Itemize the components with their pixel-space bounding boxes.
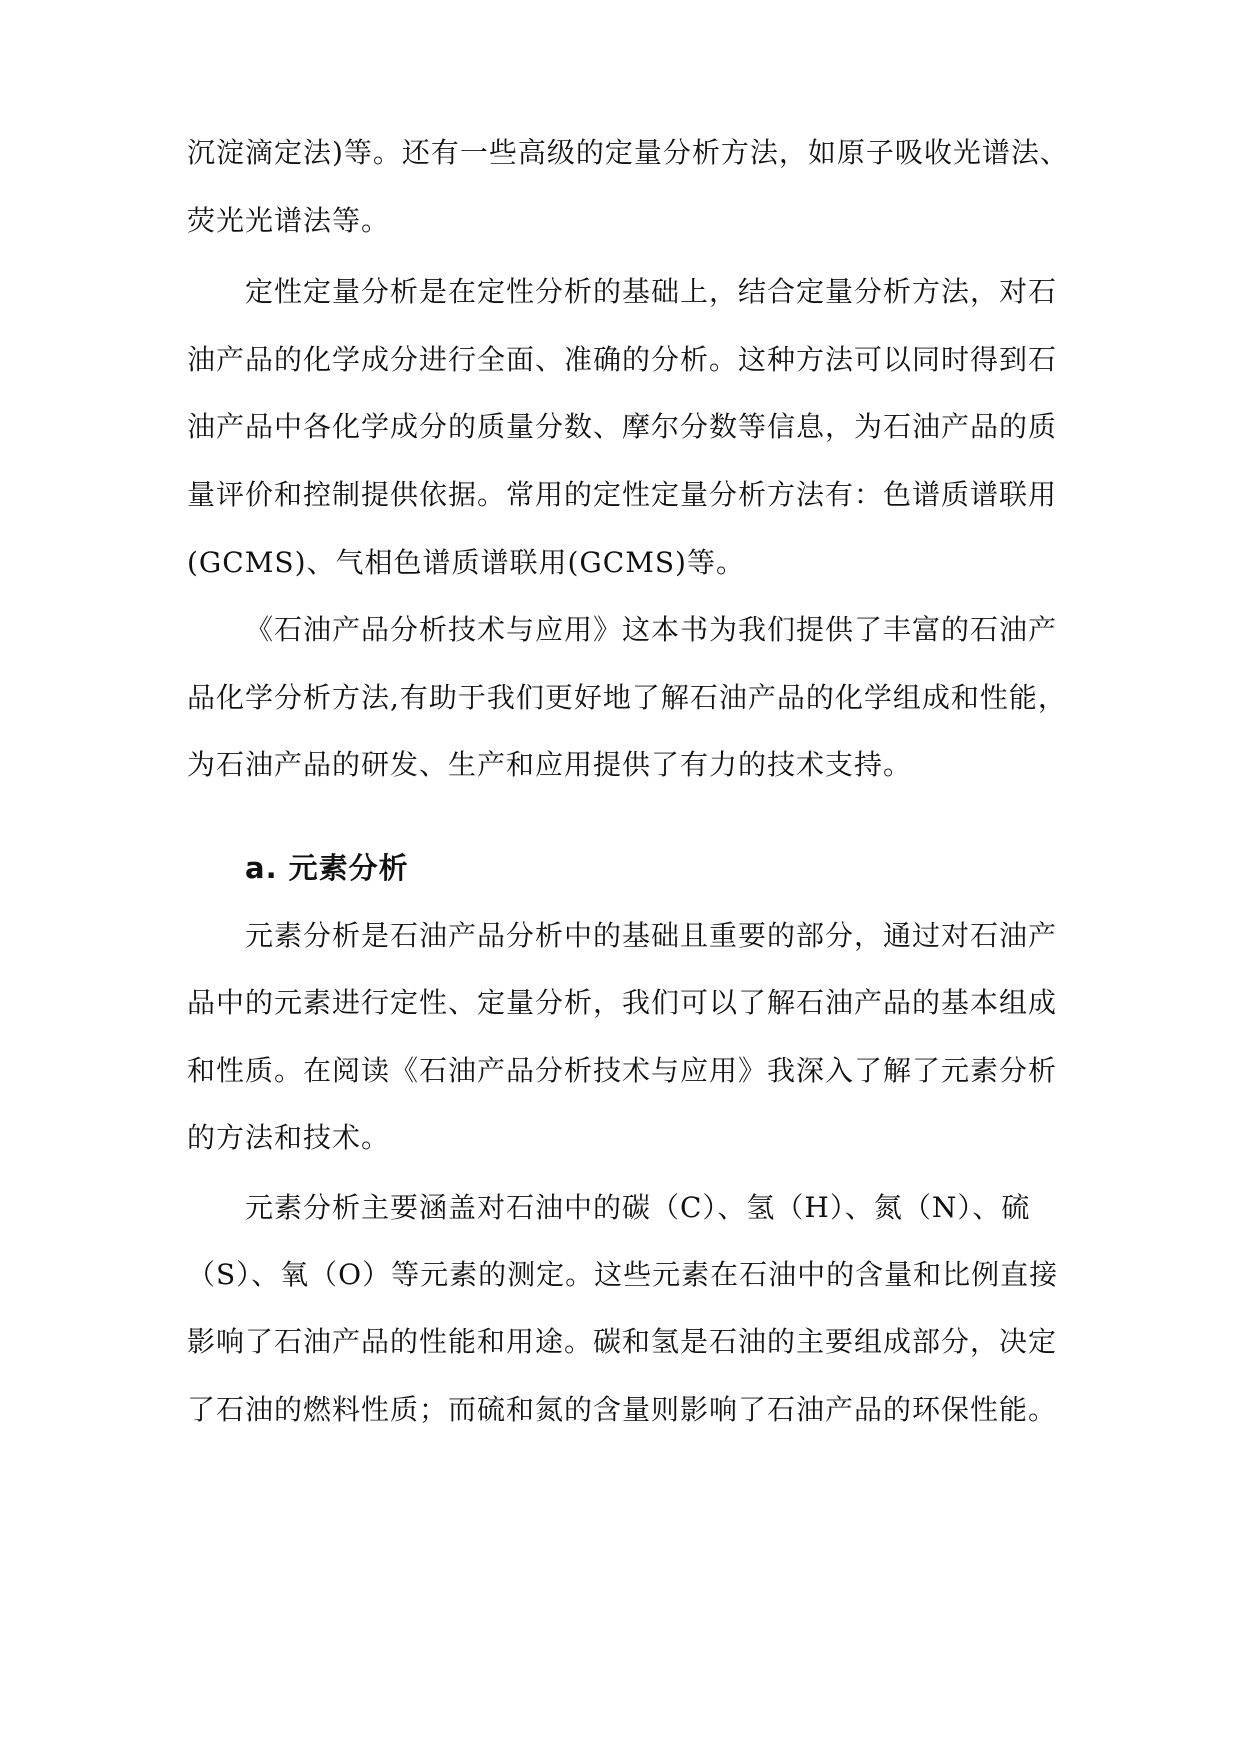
paragraph-line: (GCMS)、气相色谱质谱联用(GCMS)等。 (187, 546, 745, 579)
paragraph-line: 荧光光谱法等。 (187, 204, 391, 237)
paragraph-line: 油产品的化学成分进行全面、准确的分析。这种方法可以同时得到石 (187, 343, 1058, 376)
paragraph-line: （S）、氧（O）等元素的测定。这些元素在石油中的含量和比例直接 (187, 1258, 1059, 1291)
paragraph-line: 了石油的燃料性质；而硫和氮的含量则影响了石油产品的环保性能。 (187, 1393, 1058, 1426)
paragraph-line: 影响了石油产品的性能和用途。碳和氢是石油的主要组成部分，决定 (187, 1325, 1058, 1358)
paragraph-line: 定性定量分析是在定性分析的基础上，结合定量分析方法，对石 (245, 275, 1058, 308)
paragraph-line: 和性质。在阅读《石油产品分析技术与应用》我深入了解了元素分析 (187, 1054, 1058, 1087)
paragraph-line: 沉淀滴定法)等。还有一些高级的定量分析方法，如原子吸收光谱法、 (187, 136, 1069, 169)
section-heading: a. 元素分析 (245, 851, 409, 885)
paragraph-line: 《石油产品分析技术与应用》这本书为我们提供了丰富的石油产 (245, 613, 1058, 646)
paragraph-line: 油产品中各化学成分的质量分数、摩尔分数等信息，为石油产品的质 (187, 410, 1058, 443)
paragraph-line: 的方法和技术。 (187, 1121, 391, 1154)
paragraph-line: 元素分析是石油产品分析中的基础且重要的部分，通过对石油产 (245, 919, 1058, 952)
paragraph-line: 为石油产品的研发、生产和应用提供了有力的技术支持。 (187, 748, 913, 781)
paragraph-line: 品中的元素进行定性、定量分析，我们可以了解石油产品的基本组成 (187, 986, 1058, 1019)
paragraph-line: 品化学分析方法,有助于我们更好地了解石油产品的化学组成和性能， (187, 681, 1067, 714)
paragraph-line: 量评价和控制提供依据。常用的定性定量分析方法有：色谱质谱联用 (187, 478, 1058, 511)
paragraph-line: 元素分析主要涵盖对石油中的碳（C）、氢（H）、氮（N）、硫 (245, 1191, 1031, 1224)
